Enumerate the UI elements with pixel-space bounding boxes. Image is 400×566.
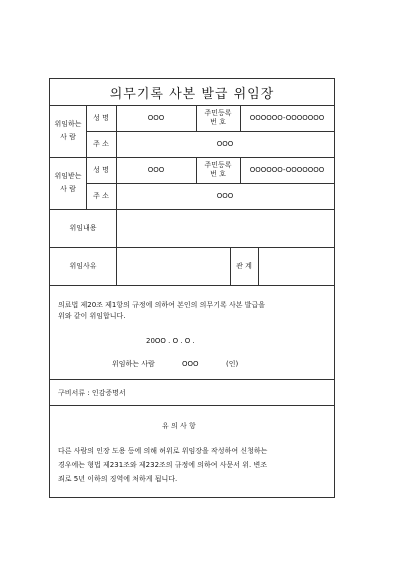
form-title: 의무기록 사본 발급 위임장 [109,86,275,102]
delegate-label-line1: 위임받는 [54,172,82,180]
delegation-form [49,78,335,498]
delegation-content-field[interactable] [116,209,334,247]
delegation-reason-label: 위임사유 [69,261,97,270]
delegator-label [50,105,86,157]
relationship-field[interactable] [258,247,334,285]
delegation-reason-field[interactable] [116,247,230,285]
delegator-address-value[interactable]: OOO [216,139,234,148]
seal-mark: (인) [226,360,239,368]
delegator-rrn-value[interactable]: OOOOOO-OOOOOOO [249,113,325,122]
delegator-rrn-label-line2: 번 호 [210,118,226,126]
delegate-rrn-label-line2: 번 호 [210,170,226,178]
delegator-rrn-label [196,105,240,131]
delegate-rrn-label [196,157,240,183]
notice-heading: 유 의 사 항 [162,422,196,430]
delegate-address-value[interactable]: OOO [216,191,234,200]
delegation-content-label: 위임내용 [69,223,97,232]
delegate-label-line2: 사 람 [60,185,76,193]
delegate-label [50,157,86,209]
delegator-name-label: 성 명 [93,113,109,122]
statement-line1: 의료법 제20조 제1항의 규정에 의하여 본인의 의무기록 사본 발급을 [58,301,265,309]
statement-line2: 위와 같이 위임합니다. [58,312,126,320]
delegate-name-value[interactable]: OOO [147,165,165,174]
delegator-name-value[interactable]: OOO [147,113,165,122]
notice-line1: 다른 사람의 인장 도용 등에 의해 허위로 위임장을 작성하여 신청하는 [58,447,268,455]
delegate-rrn-value[interactable]: OOOOOO-OOOOOOO [249,165,325,174]
delegate-address-label: 주 소 [93,191,109,200]
attachments-note: 구비서류 : 인감증명서 [58,389,126,397]
relationship-label: 관 계 [236,261,252,270]
delegator-address-label: 주 소 [93,139,109,148]
delegator-label-line2: 사 람 [60,133,76,141]
delegator-rrn-label-line1: 주민등록 [204,109,232,117]
delegate-rrn-label-line1: 주민등록 [204,161,232,169]
statement-date[interactable]: 20OO . O . O . [146,337,195,345]
notice-line2: 경우에는 형법 제231조와 제232조의 규정에 의하여 사문서 위. 변조 [58,461,268,469]
notice-line3: 죄로 5년 이하의 징역에 처하게 됩니다. [58,475,178,483]
signer-value[interactable]: OOO [182,360,199,368]
signer-label: 위임하는 사람 [112,360,155,368]
delegate-name-label: 성 명 [93,165,109,174]
delegator-label-line1: 위임하는 [54,120,82,128]
